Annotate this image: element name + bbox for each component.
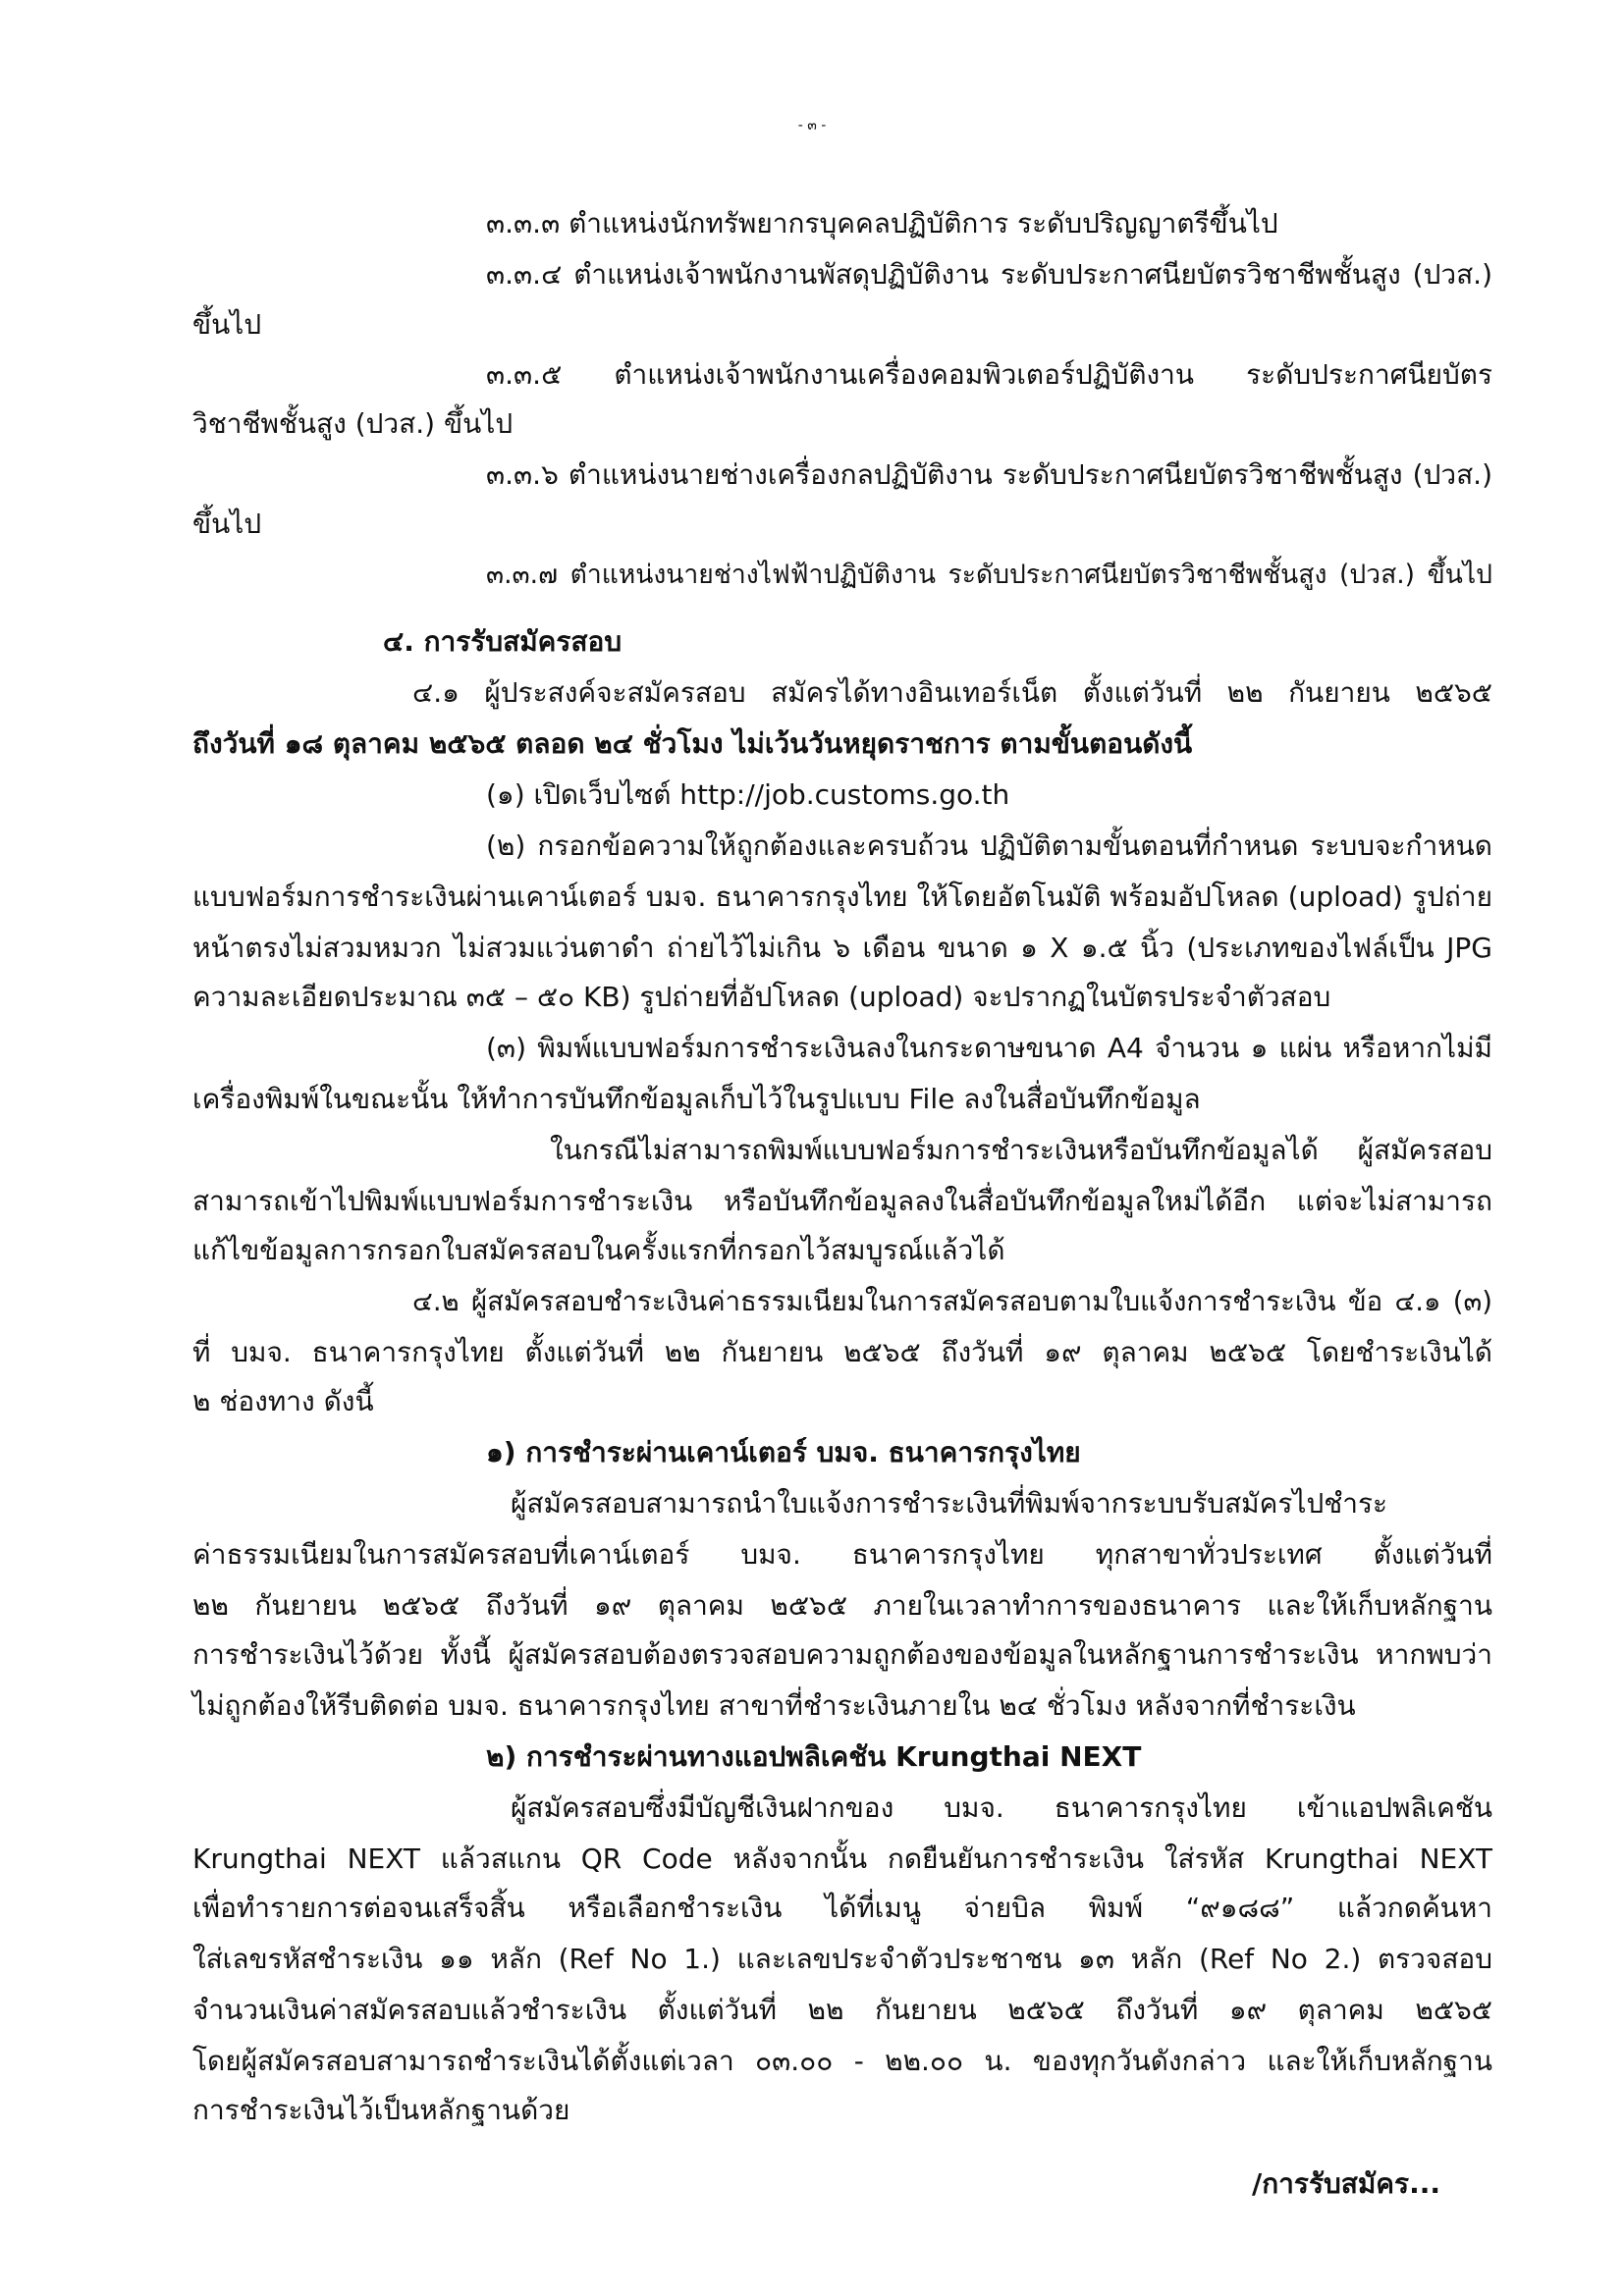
text-line: ๓.๓.๔ ตำแหน่งเจ้าพนักงานพัสดุปฏิบัติงาน ระดับประกาศนียบัตรวิชาชีพชั้นสูง (ปวส.): [486, 258, 1492, 291]
text-line: Krungthai NEXT แล้วสแกน QR Code หลังจากนั้น กดยืนยันการชำระเงิน ใส่รหัส Krungthai NEXT: [192, 1842, 1492, 1875]
text-line: ค่าธรรมเนียมในการสมัครสอบที่เคาน์เตอร์ บมจ. ธนาคารกรุงไทย ทุกสาขาทั่วประเทศ ตั้งแต่วันที่: [192, 1538, 1492, 1571]
text-line: ผู้สมัครสอบสามารถนำใบแจ้งการชำระเงินที่พิมพ์จากระบบรับสมัครไปชำระ: [511, 1487, 1388, 1520]
text-line: แบบฟอร์มการชำระเงินผ่านเคาน์เตอร์ บมจ. ธนาคารกรุงไทย ให้โดยอัตโนมัติ พร้อมอัปโหลด (upload) รูปถ่าย: [192, 881, 1492, 913]
text-line: ๔.๑ ผู้ประสงค์จะสมัครสอบ สมัครได้ทางอินเทอร์เน็ต ตั้งแต่วันที่ ๒๒ กันยายน ๒๕๖๕: [412, 676, 1492, 709]
text-line: ในกรณีไม่สามารถพิมพ์แบบฟอร์มการชำระเงินหรือบันทึกข้อมูลได้ ผู้สมัครสอบ: [550, 1134, 1492, 1166]
text-line: ความละเอียดประมาณ ๓๕ – ๕๐ KB) รูปถ่ายที่อัปโหลด (upload) จะปรากฏในบัตรประจำตัวสอบ: [192, 981, 1331, 1013]
text-line: (๓) พิมพ์แบบฟอร์มการชำระเงินลงในกระดาษขนาด A4 จำนวน ๑ แผ่น หรือหากไม่มี: [486, 1032, 1492, 1064]
text-line: ๓.๓.๕ ตำแหน่งเจ้าพนักงานเครื่องคอมพิวเตอร์ปฏิบัติงาน ระดับประกาศนียบัตร: [486, 358, 1492, 391]
text-line: เพื่อทำรายการต่อจนเสร็จสิ้น หรือเลือกชำระเงิน ได้ที่เมนู จ่ายบิล พิมพ์ “๙๑๘๘” แล้วกดค้นหา: [192, 1892, 1492, 1924]
text-line: ๑) การชำระผ่านเคาน์เตอร์ บมจ. ธนาคารกรุงไทย: [486, 1436, 1081, 1468]
text-line: (๑) เปิดเว็บไซต์ http://job.customs.go.th: [486, 778, 1010, 811]
text-line: จำนวนเงินค่าสมัครสอบแล้วชำระเงิน ตั้งแต่วันที่ ๒๒ กันยายน ๒๕๖๕ ถึงวันที่ ๑๙ ตุลาคม ๒๕๖๕: [192, 1994, 1492, 2026]
text-line: ขึ้นไป: [192, 507, 262, 540]
text-line: ๓.๓.๗ ตำแหน่งนายช่างไฟฟ้าปฏิบัติงาน ระดับประกาศนียบัตรวิชาชีพชั้นสูง (ปวส.) ขึ้นไป: [486, 560, 1492, 590]
text-line: โดยผู้สมัครสอบสามารถชำระเงินได้ตั้งแต่เวลา ๐๓.๐๐ - ๒๒.๐๐ น. ของทุกวันดังกล่าว และให้เก็บหลักฐาน: [192, 2045, 1492, 2077]
text-line: ๓.๓.๓ ตำแหน่งนักทรัพยากรบุคคลปฏิบัติการ ระดับปริญญาตรีขึ้นไป: [486, 207, 1278, 240]
text-line: ๒) การชำระผ่านทางแอปพลิเคชัน Krungthai NEXT: [486, 1740, 1142, 1773]
text-line: ๔. การรับสมัครสอบ: [383, 625, 623, 658]
footer-continuation: /การรับสมัคร...: [1252, 2167, 1440, 2200]
text-line: ๒๒ กันยายน ๒๕๖๕ ถึงวันที่ ๑๙ ตุลาคม ๒๕๖๕ ภายในเวลาทำการของธนาคาร และให้เก็บหลักฐาน: [192, 1589, 1492, 1622]
text-line: ขึ้นไป: [192, 308, 262, 341]
text-line: ถึงวันที่ ๑๘ ตุลาคม ๒๕๖๕ ตลอด ๒๔ ชั่วโมง ไม่เว้นวันหยุดราชการ ตามขั้นตอนดังนี้: [192, 727, 1193, 760]
text-line: แก้ไขข้อมูลการกรอกใบสมัครสอบในครั้งแรกที่กรอกไว้สมบูรณ์แล้วได้: [192, 1234, 1005, 1266]
text-line: การชำระเงินไว้ด้วย ทั้งนี้ ผู้สมัครสอบต้องตรวจสอบความถูกต้องของข้อมูลในหลักฐานการชำระเงิน หากพบว่า: [192, 1638, 1492, 1671]
text-line: ใส่เลขรหัสชำระเงิน ๑๑ หลัก (Ref No 1.) และเลขประจำตัวประชาชน ๑๓ หลัก (Ref No 2.) ตรวจสอบ: [192, 1943, 1492, 1975]
text-line: วิชาชีพชั้นสูง (ปวส.) ขึ้นไป: [192, 407, 514, 440]
text-line: (๒) กรอกข้อความให้ถูกต้องและครบถ้วน ปฏิบัติตามขั้นตอนที่กำหนด ระบบจะกำหนด: [486, 829, 1492, 862]
text-line: การชำระเงินไว้เป็นหลักฐานด้วย: [192, 2094, 570, 2126]
text-line: ที่ บมจ. ธนาคารกรุงไทย ตั้งแต่วันที่ ๒๒ กันยายน ๒๕๖๕ ถึงวันที่ ๑๙ ตุลาคม ๒๕๖๕ โดยชำระเงินได้: [192, 1336, 1492, 1368]
text-line: ๓.๓.๖ ตำแหน่งนายช่างเครื่องกลปฏิบัติงาน ระดับประกาศนียบัตรวิชาชีพชั้นสูง (ปวส.): [486, 458, 1492, 491]
text-line: เครื่องพิมพ์ในขณะนั้น ให้ทำการบันทึกข้อมูลเก็บไว้ในรูปแบบ File ลงในสื่อบันทึกข้อมูล: [192, 1083, 1201, 1115]
text-line: ผู้สมัครสอบซึ่งมีบัญชีเงินฝากของ บมจ. ธนาคารกรุงไทย เข้าแอปพลิเคชัน: [511, 1791, 1492, 1824]
text-line: ไม่ถูกต้องให้รีบติดต่อ บมจ. ธนาคารกรุงไทย สาขาที่ชำระเงินภายใน ๒๔ ชั่วโมง หลังจากที่ชำระเงิน: [192, 1689, 1356, 1722]
text-line: หน้าตรงไม่สวมหมวก ไม่สวมแว่นตาดำ ถ่ายไว้ไม่เกิน ๖ เดือน ขนาด ๑ X ๑.๕ นิ้ว (ประเภทของไฟล์เป็น JPG: [192, 932, 1492, 964]
page-number: - ๓ -: [797, 118, 827, 133]
text-line: สามารถเข้าไปพิมพ์แบบฟอร์มการชำระเงิน หรือบันทึกข้อมูลลงในสื่อบันทึกข้อมูลใหม่ได้อีก แต่จะไม่สามารถ: [192, 1185, 1492, 1217]
text-line: ๒ ช่องทาง ดังนี้: [192, 1385, 374, 1417]
text-line: ๔.๒ ผู้สมัครสอบชำระเงินค่าธรรมเนียมในการสมัครสอบตามใบแจ้งการชำระเงิน ข้อ ๔.๑ (๓): [412, 1286, 1492, 1317]
